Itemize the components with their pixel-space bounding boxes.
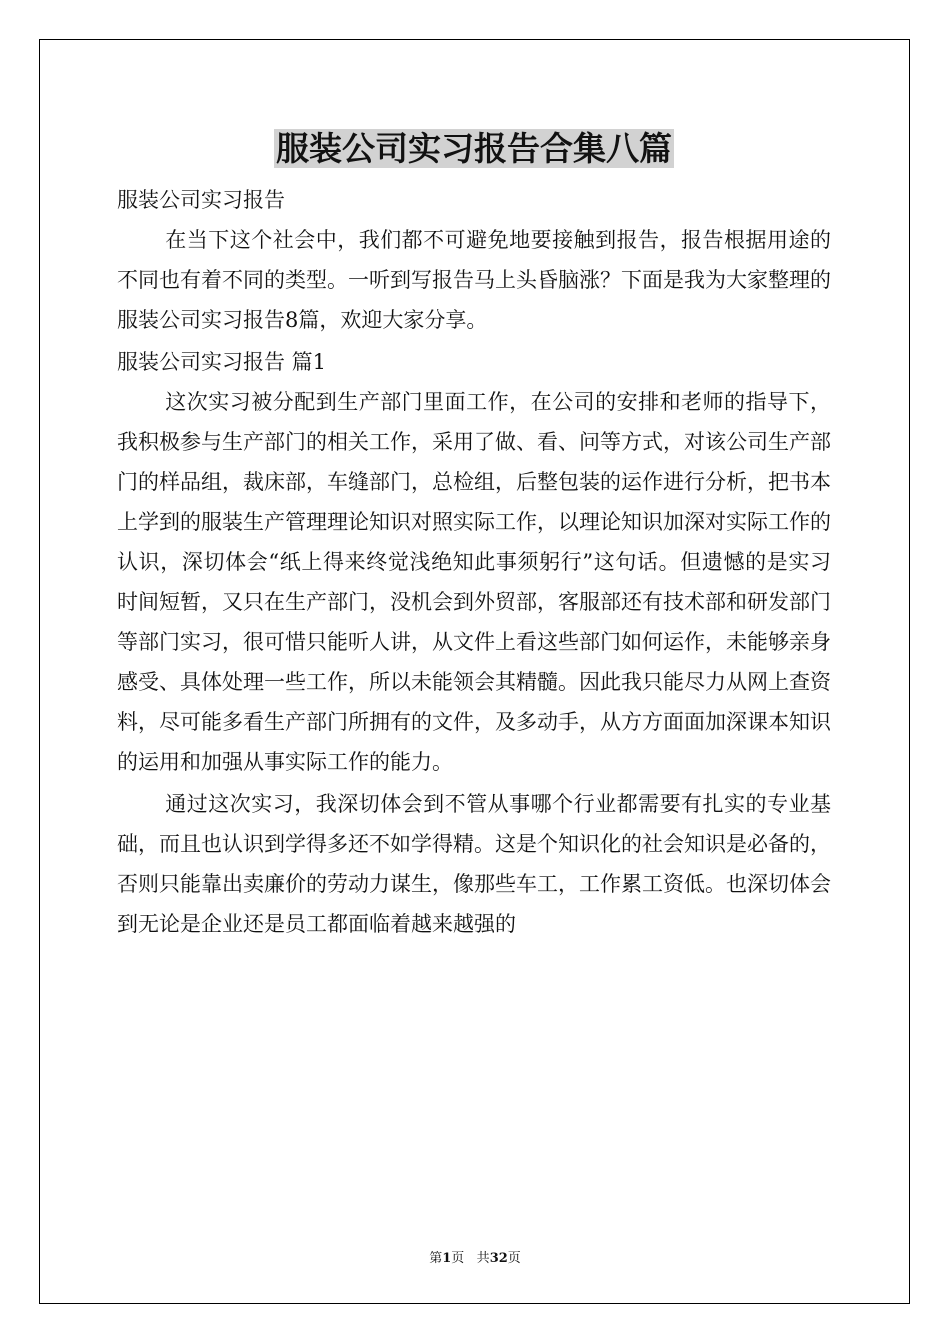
document-title-text: 服装公司实习报告合集八篇 (276, 129, 672, 168)
body-paragraph-2: 通过这次实习，我深切体会到不管从事哪个行业都需要有扎实的专业基础，而且也认识到学得多还不如学得精。这是个知识化的社会知识是必备的，否则只能靠出卖廉价的劳动力谋生，像那些车工，工作累工资低。也深切体会到无论是企业还是员工都面临着越来越强的 (117, 792, 831, 936)
document-body (117, 118, 831, 946)
total-prefix: 共 (476, 1251, 490, 1266)
part-heading: 服装公司实习报告 篇1 (117, 350, 327, 374)
total-pages: 32 (489, 1251, 508, 1266)
total-suffix: 页 (507, 1251, 521, 1266)
intro-paragraph: 在当下这个社会中，我们都不可避免地要接触到报告，报告根据用途的不同也有着不同的类型。一听到写报告马上头昏脑涨？下面是我为大家整理的服装公司实习报告8篇，欢迎大家分享。 (117, 228, 831, 332)
document-title (117, 118, 831, 180)
page-suffix: 页 (451, 1251, 465, 1266)
page-prefix: 第 (429, 1251, 443, 1266)
page-footer (0, 1247, 950, 1266)
section-heading: 服装公司实习报告 (117, 188, 285, 212)
body-paragraph-1: 这次实习被分配到生产部门里面工作，在公司的安排和老师的指导下，我积极参与生产部门的相关工作，采用了做、看、问等方式，对该公司生产部门的样品组，裁床部，车缝部门，总检组，后整包装的运作进行分析，把书本上学到的服装生产管理理论知识对照实际工作，以理论知识加深对实际工作的认识，深切体会“纸上得来终觉浅绝知此事须躬行”这句话。但遗憾的是实习时间短暂，又只在生产部门，没机会到外贸部，客服部还有技术部和研发部门等部门实习，很可惜只能听人讲，从文件上看这些部门如何运作，未能够亲身感受、具体处理一些工作，所以未能领会其精髓。因此我只能尽力从网上查资料，尽可能多看生产部门所拥有的文件，及多动手，从方方面面加深课本知识的运用和加强从事实际工作的能力。 (117, 390, 831, 774)
page-number: 1 (442, 1251, 452, 1266)
